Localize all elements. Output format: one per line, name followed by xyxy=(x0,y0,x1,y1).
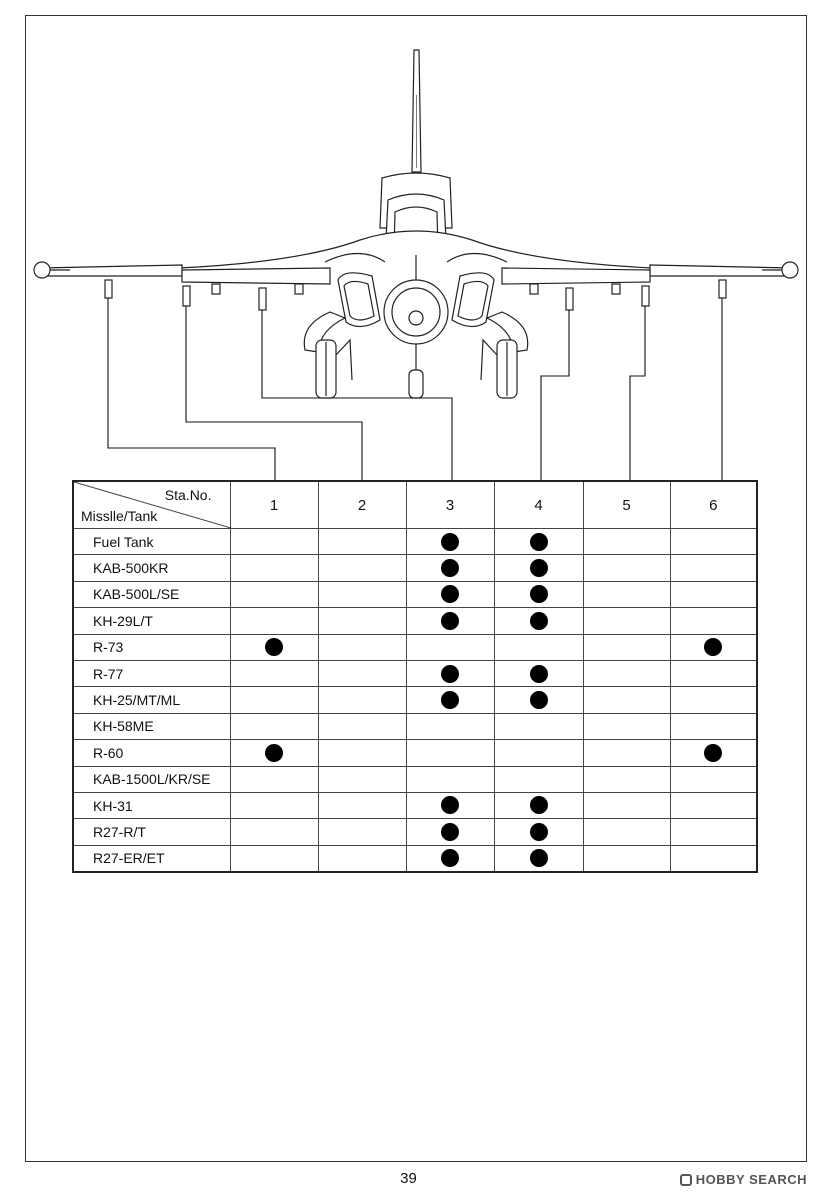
station-header: 4 xyxy=(494,481,583,529)
station-header: 2 xyxy=(318,481,406,529)
station-cell xyxy=(406,634,494,660)
table-header-row xyxy=(73,481,757,529)
compatible-dot-icon xyxy=(441,585,459,603)
station-cell xyxy=(670,740,757,766)
station-cell xyxy=(494,529,583,555)
station-cell xyxy=(670,845,757,872)
header-corner-cell xyxy=(73,481,230,529)
station-cell xyxy=(583,608,670,634)
station-cell xyxy=(230,660,318,686)
station-cell xyxy=(494,581,583,607)
station-cell xyxy=(406,529,494,555)
station-cell xyxy=(494,555,583,581)
station-cell xyxy=(494,687,583,713)
station-cell xyxy=(670,608,757,634)
station-cell xyxy=(230,766,318,792)
compatible-dot-icon xyxy=(265,638,283,656)
table-row xyxy=(73,608,757,634)
station-cell xyxy=(230,581,318,607)
compatible-dot-icon xyxy=(265,744,283,762)
station-cell xyxy=(406,581,494,607)
compatible-dot-icon xyxy=(441,849,459,867)
station-cell xyxy=(494,660,583,686)
station-cell xyxy=(230,792,318,818)
station-cell xyxy=(318,529,406,555)
station-cell xyxy=(670,634,757,660)
station-cell xyxy=(230,740,318,766)
station-cell xyxy=(670,766,757,792)
table-row xyxy=(73,634,757,660)
table-row xyxy=(73,740,757,766)
station-cell xyxy=(406,845,494,872)
compatible-dot-icon xyxy=(441,612,459,630)
compatible-dot-icon xyxy=(441,796,459,814)
station-header: 5 xyxy=(583,481,670,529)
compatible-dot-icon xyxy=(530,533,548,551)
station-cell xyxy=(670,555,757,581)
station-header: 6 xyxy=(670,481,757,529)
aircraft-front-view-drawing xyxy=(0,0,817,480)
station-cell xyxy=(230,687,318,713)
table-row xyxy=(73,687,757,713)
station-cell xyxy=(583,555,670,581)
table-row xyxy=(73,555,757,581)
station-cell xyxy=(318,713,406,739)
station-cell xyxy=(494,740,583,766)
station-cell xyxy=(583,792,670,818)
table-row xyxy=(73,845,757,872)
station-cell xyxy=(670,713,757,739)
store-name-cell: R27-ER/ET xyxy=(73,845,230,872)
station-cell xyxy=(406,792,494,818)
station-cell xyxy=(406,766,494,792)
table-row xyxy=(73,581,757,607)
station-cell xyxy=(318,660,406,686)
station-cell xyxy=(583,687,670,713)
compatible-dot-icon xyxy=(704,638,722,656)
station-cell xyxy=(318,792,406,818)
station-cell xyxy=(230,819,318,845)
table-row xyxy=(73,713,757,739)
store-name-cell: KAB-500KR xyxy=(73,555,230,581)
table-row xyxy=(73,792,757,818)
page-number: 39 xyxy=(400,1170,417,1187)
station-cell xyxy=(583,634,670,660)
station-cell xyxy=(583,660,670,686)
store-name-cell: KAB-500L/SE xyxy=(73,581,230,607)
station-cell xyxy=(494,608,583,634)
station-cell xyxy=(583,740,670,766)
compatible-dot-icon xyxy=(530,559,548,577)
compatible-dot-icon xyxy=(441,559,459,577)
store-name-cell: R27-R/T xyxy=(73,819,230,845)
station-cell xyxy=(406,819,494,845)
station-header: 3 xyxy=(406,481,494,529)
station-number-label: Sta.No. xyxy=(164,487,212,503)
station-cell xyxy=(230,608,318,634)
compatible-dot-icon xyxy=(530,849,548,867)
station-loadout-table xyxy=(72,480,758,873)
compatible-dot-icon xyxy=(530,665,548,683)
station-cell xyxy=(494,766,583,792)
station-cell xyxy=(318,845,406,872)
station-cell xyxy=(583,766,670,792)
station-cell xyxy=(494,792,583,818)
table-row xyxy=(73,819,757,845)
station-cell xyxy=(406,740,494,766)
compatible-dot-icon xyxy=(530,691,548,709)
station-cell xyxy=(318,581,406,607)
hobby-search-logo-icon xyxy=(680,1174,692,1186)
compatible-dot-icon xyxy=(441,665,459,683)
station-cell xyxy=(318,608,406,634)
station-cell xyxy=(670,529,757,555)
station-cell xyxy=(318,766,406,792)
store-name-cell: R-60 xyxy=(73,740,230,766)
station-cell xyxy=(318,687,406,713)
watermark xyxy=(680,1172,807,1187)
station-cell xyxy=(230,713,318,739)
compatible-dot-icon xyxy=(441,533,459,551)
compatible-dot-icon xyxy=(530,612,548,630)
station-cell xyxy=(670,792,757,818)
station-cell xyxy=(494,634,583,660)
store-name-cell: KAB-1500L/KR/SE xyxy=(73,766,230,792)
table-row xyxy=(73,660,757,686)
store-name-cell: R-77 xyxy=(73,660,230,686)
store-name-cell: KH-31 xyxy=(73,792,230,818)
station-cell xyxy=(318,634,406,660)
store-name-cell: R-73 xyxy=(73,634,230,660)
station-cell xyxy=(230,555,318,581)
station-cell xyxy=(318,819,406,845)
store-name-cell: KH-29L/T xyxy=(73,608,230,634)
compatible-dot-icon xyxy=(704,744,722,762)
station-cell xyxy=(583,845,670,872)
station-cell xyxy=(406,687,494,713)
station-cell xyxy=(230,529,318,555)
station-cell xyxy=(318,555,406,581)
watermark-text: HOBBY SEARCH xyxy=(695,1172,807,1187)
store-name-cell: KH-58ME xyxy=(73,713,230,739)
missile-tank-label: Misslle/Tank xyxy=(81,508,158,524)
compatible-dot-icon xyxy=(530,796,548,814)
station-cell xyxy=(406,713,494,739)
table-row xyxy=(73,766,757,792)
station-cell xyxy=(230,845,318,872)
compatible-dot-icon xyxy=(530,585,548,603)
table-body xyxy=(73,529,757,873)
store-name-cell: Fuel Tank xyxy=(73,529,230,555)
table-row xyxy=(73,529,757,555)
station-cell xyxy=(494,845,583,872)
store-name-cell: KH-25/MT/ML xyxy=(73,687,230,713)
compatible-dot-icon xyxy=(530,823,548,841)
compatible-dot-icon xyxy=(441,691,459,709)
compatible-dot-icon xyxy=(441,823,459,841)
station-cell xyxy=(318,740,406,766)
station-cell xyxy=(494,819,583,845)
station-cell xyxy=(406,660,494,686)
station-header: 1 xyxy=(230,481,318,529)
station-cell xyxy=(670,687,757,713)
station-cell xyxy=(406,608,494,634)
station-cell xyxy=(583,529,670,555)
station-cell xyxy=(583,819,670,845)
station-cell xyxy=(583,713,670,739)
station-cell xyxy=(583,581,670,607)
station-cell xyxy=(494,713,583,739)
station-cell xyxy=(670,581,757,607)
station-cell xyxy=(670,819,757,845)
station-cell xyxy=(406,555,494,581)
station-cell xyxy=(670,660,757,686)
station-cell xyxy=(230,634,318,660)
